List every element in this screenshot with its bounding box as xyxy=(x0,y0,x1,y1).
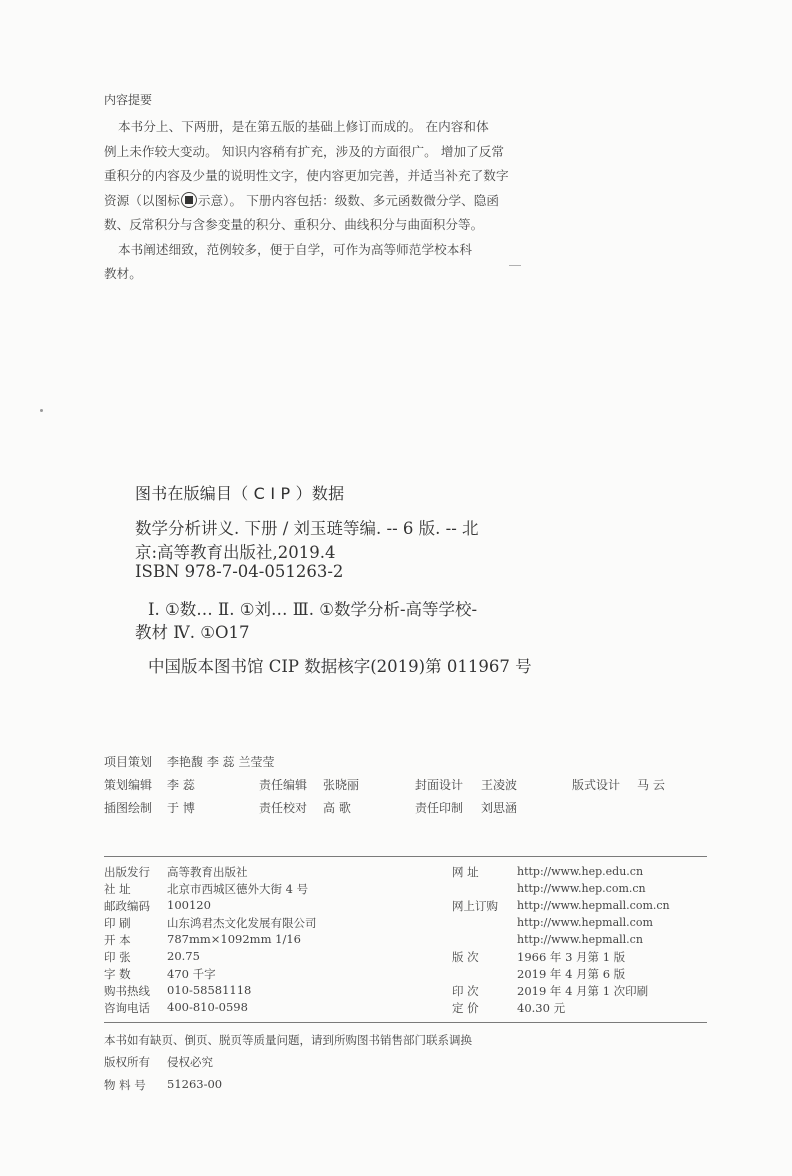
divider-top xyxy=(104,856,707,857)
pub-format-value: 787mm×1092mm 1/16 xyxy=(167,932,301,946)
staff-project-value: 李艳馥 李 蕊 兰莹莹 xyxy=(167,755,275,769)
quality-notice: 本书如有缺页、倒页、脱页等质量问题，请到所购图书销售部门联系调换 xyxy=(104,1033,472,1047)
pub-edition-label: 版 次 xyxy=(452,950,479,964)
pub-impression-value: 2019 年 4 月第 1 次印刷 xyxy=(517,984,649,998)
cip-isbn: ISBN 978-7-04-051263-2 xyxy=(135,562,344,581)
pub-order-link-1: http://www.hepmall.com.cn xyxy=(517,899,670,912)
staff-cover-design-label: 封面设计 xyxy=(415,778,464,792)
pub-publisher-value: 高等教育出版社 xyxy=(167,865,248,879)
pub-edition-first: 1966 年 3 月第 1 版 xyxy=(517,950,626,964)
summary-line-1: 本书分上、下两册，是在第五版的基础上修订而成的。 在内容和体 xyxy=(118,119,489,134)
staff-layout-design-value: 马 云 xyxy=(637,778,665,792)
pub-address-value: 北京市西城区德外大街 4 号 xyxy=(167,882,309,896)
staff-illustration-value: 于 博 xyxy=(167,801,195,815)
summary-line-2: 例上未作较大变动。 知识内容稍有扩充，涉及的方面很广。 增加了反常 xyxy=(104,144,505,159)
staff-printing-value: 刘思涵 xyxy=(481,801,518,815)
pub-hotline-label: 购书热线 xyxy=(104,984,150,998)
pub-postcode-label: 邮政编码 xyxy=(104,899,150,913)
summary-line-6: 本书阐述细致，范例较多，便于自学，可作为高等师范学校本科 xyxy=(118,242,473,257)
staff-responsible-editor-value: 张晓丽 xyxy=(323,778,360,792)
staff-printing-label: 责任印制 xyxy=(415,801,464,815)
pub-price-label: 定 价 xyxy=(452,1001,479,1015)
pub-publisher-label: 出版发行 xyxy=(104,865,150,879)
rights-label: 版权所有 xyxy=(104,1055,150,1069)
cip-description-line-1: 数学分析讲义. 下册 / 刘玉琏等编. -- 6 版. -- 北 xyxy=(135,519,479,538)
summary-line-7: 教材。 xyxy=(104,266,142,281)
staff-responsible-editor-label: 责任编辑 xyxy=(259,778,308,792)
staff-layout-design-label: 版式设计 xyxy=(572,778,621,792)
material-number-label: 物 料 号 xyxy=(104,1078,146,1092)
summary-line-4-start: 资源（以图标 xyxy=(104,193,180,208)
pub-format-label: 开 本 xyxy=(104,933,131,947)
staff-proofreader-value: 高 歌 xyxy=(323,801,351,815)
summary-line-3: 重积分的内容及少量的说明性文字，使内容更加完善，并适当补充了数字 xyxy=(104,168,509,183)
pub-order-label: 网上订购 xyxy=(452,899,498,913)
staff-cover-design-value: 王凌波 xyxy=(481,778,518,792)
pub-consult-value: 400-810-0598 xyxy=(167,1000,248,1014)
paper-speck xyxy=(40,409,43,412)
pub-wordcount-label: 字 数 xyxy=(104,967,131,981)
material-number-value: 51263-00 xyxy=(167,1077,223,1091)
cip-description-line-2: 京:高等教育出版社,2019.4 xyxy=(135,543,336,562)
pub-printer-label: 印 刷 xyxy=(104,916,131,930)
stray-mark xyxy=(509,265,521,266)
pub-impression-label: 印 次 xyxy=(452,984,479,998)
cip-classification-line-1: Ⅰ. ①数… Ⅱ. ①刘… Ⅲ. ①数学分析-高等学校- xyxy=(148,600,478,619)
pub-website-link-1: http://www.hep.edu.cn xyxy=(517,865,644,878)
divider-bottom xyxy=(104,1022,707,1023)
cip-classification-line-2: 教材 Ⅳ. ①O17 xyxy=(135,623,250,642)
summary-title: 内容提要 xyxy=(104,93,153,107)
staff-planning-editor-value: 李 蕊 xyxy=(167,778,195,792)
summary-line-4-end: 示意）。 下册内容包括：级数、多元函数微分学、隐函 xyxy=(197,193,500,208)
pub-sheets-label: 印 张 xyxy=(104,950,131,964)
pub-postcode-value: 100120 xyxy=(167,898,211,912)
pub-consult-label: 咨询电话 xyxy=(104,1001,150,1015)
pub-address-label: 社 址 xyxy=(104,882,131,896)
pub-order-link-3: http://www.hepmall.cn xyxy=(517,933,643,946)
rights-value: 侵权必究 xyxy=(167,1055,213,1069)
pub-sheets-value: 20.75 xyxy=(167,949,200,963)
cip-number: 中国版本图书馆 CIP 数据核字(2019)第 011967 号 xyxy=(148,657,532,676)
summary-line-5: 数、反常积分与含参变量的积分、重积分、曲线积分与曲面积分等。 xyxy=(104,217,484,232)
pub-website-link-2: http://www.hep.com.cn xyxy=(517,882,646,895)
staff-illustration-label: 插图绘制 xyxy=(104,801,153,815)
staff-proofreader-label: 责任校对 xyxy=(259,801,308,815)
summary-line-4 xyxy=(104,190,499,209)
pub-website-label: 网 址 xyxy=(452,865,479,879)
staff-project-label: 项目策划 xyxy=(104,755,153,769)
pub-wordcount-value: 470 千字 xyxy=(167,967,216,981)
cip-title: 图书在版编目（ C I P ）数据 xyxy=(135,484,345,503)
pub-edition-current: 2019 年 4 月第 6 版 xyxy=(517,967,626,981)
staff-planning-editor-label: 策划编辑 xyxy=(104,778,153,792)
digital-resource-icon xyxy=(181,192,197,208)
pub-order-link-2: http://www.hepmall.com xyxy=(517,916,653,929)
pub-printer-value: 山东鸿君杰文化发展有限公司 xyxy=(167,916,317,930)
pub-price-value: 40.30 元 xyxy=(517,1001,566,1015)
pub-hotline-value: 010-58581118 xyxy=(167,983,252,997)
